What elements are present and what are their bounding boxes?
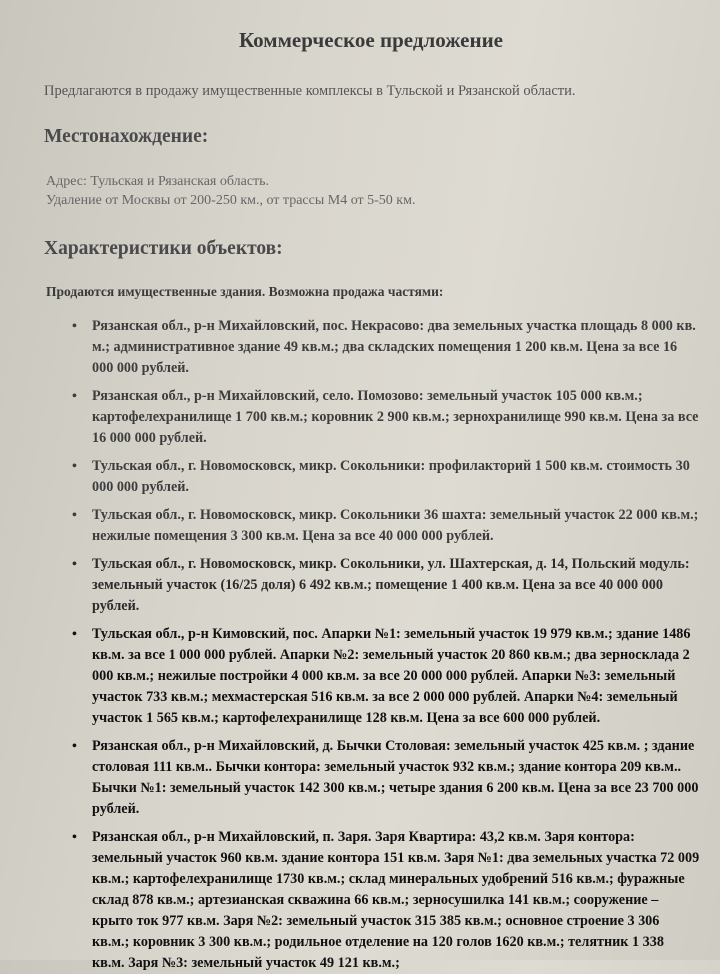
- list-item: [72, 624, 700, 729]
- list-item: [72, 505, 700, 547]
- bullet-icon: •: [72, 508, 77, 523]
- list-item-text: Тульская обл., р-н Кимовский, пос. Апарки №1: земельный участок 19 979 кв.м.; здание 1486 кв.м. за все 1 000 000 рублей. Апарки №2: земельный участок 20 860 кв.м.; два зерносклада 2 000 кв.м.; нежилые постройки 4 000 кв.м. за все 20 000 000 рублей. Апарки №3: земельный участок 733 кв.м.; мехмастерская 516 кв.м. за все 2 000 000 рублей. Апарки №4: земельный участок 1 565 кв.м.; картофелехранилище 128 кв.м. Цена за все 600 000 рублей.: [92, 626, 691, 726]
- document-title: Коммерческое предложение: [239, 28, 503, 52]
- intro-text: Предлагаются в продажу имущественные комплексы в Тульской и Рязанской области.: [44, 83, 576, 99]
- list-item-text: Тульская обл., г. Новомосковск, микр. Сокольники, ул. Шахтерская, д. 14, Польский модуль: земельный участок (16/25 доля) 6 492 кв.м.; помещение 1 400 кв.м. Цена за все 40 000 000 рублей.: [92, 556, 690, 614]
- list-item: [72, 386, 700, 449]
- location-heading: Местонахождение:: [44, 126, 209, 147]
- sale-note: Продаются имущественные здания. Возможна продажа частями:: [46, 284, 444, 299]
- list-item-text: Тульская обл., г. Новомосковск, микр. Сокольники: профилакторий 1 500 кв.м. стоимость 30 000 000 рублей.: [92, 458, 690, 495]
- list-item-text: Рязанская обл., р-н Михайловский, п. Заря. Заря Квартира: 43,2 кв.м. Заря контора: земельный участок 960 кв.м. здание контора 151 кв.м. Заря №1: два земельных участка 72 009 кв.м.; картофелехранилище 1730 кв.м.; склад минеральных удобрений 516 кв.м.; фуражные склад 878 кв.м.; артезианская скважина 66 кв.м.; зерносушилка 141 кв.м.; сооружение – крыто ток 977 кв.м. Заря №2: земельный участок 315 385 кв.м.; основное строение 3 306 кв.м.; коровник 3 300 кв.м.; родильное отделение на 120 голов 1620 кв.м.; телятник 1 338 кв.м. Заря №3: земельный участок 49 121 кв.м.;: [92, 829, 700, 971]
- list-item: [72, 827, 700, 974]
- list-item: [72, 316, 700, 379]
- list-item-text: Рязанская обл., р-н Михайловский, пос. Некрасово: два земельных участка площадь 8 000 кв. м.; административное здание 49 кв.м.; два складских помещения 1 200 кв.м. Цена за все 16 000 000 рублей.: [92, 318, 696, 376]
- bullet-icon: •: [72, 627, 77, 642]
- property-list: [42, 316, 700, 974]
- list-item: [72, 736, 700, 820]
- list-item-text: Рязанская обл., р-н Михайловский, д. Бычки Столовая: земельный участок 425 кв.м. ; здание столовая 111 кв.м.. Бычки контора: земельный участок 932 кв.м.; здание контора 209 кв.м.. Бычки №1: земельный участок 142 300 кв.м.; четыре здания 6 200 кв.м. Цена за все 23 700 000 рублей.: [92, 738, 699, 817]
- bullet-icon: •: [72, 557, 77, 572]
- distance-line: Удаление от Москвы от 200-250 км., от трассы М4 от 5-50 км.: [46, 193, 416, 208]
- bullet-icon: •: [72, 459, 77, 474]
- address-line: Адрес: Тульская и Рязанская область.: [46, 174, 270, 189]
- list-item-text: Тульская обл., г. Новомосковск, микр. Сокольники 36 шахта: земельный участок 22 000 кв.м.; нежилые помещения 3 300 кв.м. Цена за все 40 000 000 рублей.: [92, 507, 699, 544]
- list-item: [72, 554, 700, 617]
- address-block: [46, 172, 700, 210]
- bullet-icon: •: [72, 830, 77, 845]
- bullet-icon: •: [72, 319, 77, 334]
- list-item-text: Рязанская обл., р-н Михайловский, село. Помозово: земельный участок 105 000 кв.м.; картофелехранилище 1 700 кв.м.; коровник 2 900 кв.м.; зернохранилище 990 кв.м. Цена за все 16 000 000 рублей.: [92, 388, 699, 446]
- bullet-icon: •: [72, 389, 77, 404]
- list-item: [72, 456, 700, 498]
- bullet-icon: •: [72, 739, 77, 754]
- features-heading: Характеристики объектов:: [44, 238, 283, 259]
